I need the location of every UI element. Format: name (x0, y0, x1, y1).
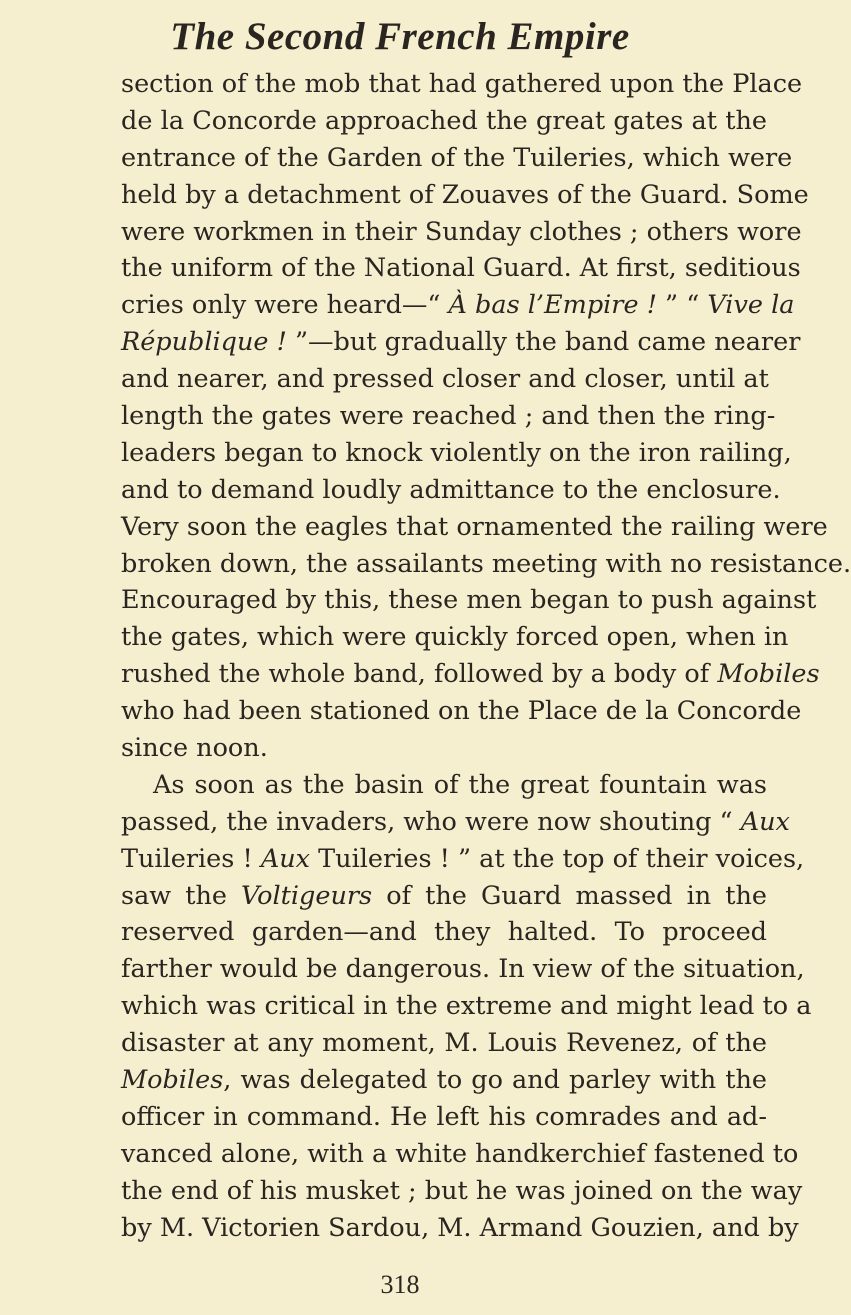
text-line: passed, the invaders, who were now shouting “ Aux (121, 806, 790, 837)
text-line: de la Concorde approached the great gates at the (121, 105, 767, 136)
page-number: 318 (380, 1270, 420, 1299)
text-line: Tuileries ! Aux Tuileries ! ” at the top of their voices, (121, 843, 805, 874)
text-line: reserved garden—and they halted. To proceed (121, 917, 767, 948)
text-line: the uniform of the National Guard. At first, seditious (121, 253, 801, 284)
body-text (121, 66, 851, 1247)
text-line: leaders began to knock violently on the iron railing, (121, 437, 792, 468)
text-line: As soon as the basin of the great fountain was (153, 769, 767, 800)
text-line: farther would be dangerous. In view of the situation, (121, 954, 805, 985)
text-line: saw the Voltigeurs of the Guard massed in the (121, 880, 767, 911)
text-line: and nearer, and pressed closer and closer, until at (121, 364, 769, 395)
text-line: Encouraged by this, these men began to push against (121, 585, 817, 616)
text-line: entrance of the Garden of the Tuileries, which were (121, 142, 793, 173)
text-line: the gates, which were quickly forced open, when in (121, 622, 789, 653)
text-line: by M. Victorien Sardou, M. Armand Gouzien, and by (121, 1212, 799, 1243)
text-line: the end of his musket ; but he was joined on the way (121, 1175, 803, 1206)
text-line: Very soon the eagles that ornamented the railing were (121, 511, 828, 542)
text-line: broken down, the assailants meeting with no resistance. (121, 548, 851, 579)
text-line: section of the mob that had gathered upon the Place (121, 69, 803, 99)
text-line: République ! ”—but gradually the band came nearer (121, 327, 801, 358)
text-line: vanced alone, with a white handkerchief fastened to (121, 1138, 799, 1169)
text-line: officer in command. He left his comrades and ad- (121, 1101, 767, 1132)
text-line: length the gates were reached ; and then the ring- (121, 401, 776, 432)
text-line: cries only were heard—“ À bas l’Empire ! ” “ Vive la (121, 290, 795, 321)
text-line: disaster at any moment, M. Louis Revenez, of the (121, 1028, 767, 1059)
text-line: Mobiles, was delegated to go and parley with the (121, 1065, 767, 1096)
text-line: which was critical in the extreme and might lead to a (121, 991, 812, 1022)
text-line: were workmen in their Sunday clothes ; others wore (121, 216, 802, 247)
text-line: held by a detachment of Zouaves of the Guard. Some (121, 179, 809, 210)
text-line: rushed the whole band, followed by a body of Mobiles (121, 659, 820, 690)
text-line: since noon. (121, 733, 268, 764)
text-line: and to demand loudly admittance to the enclosure. (121, 474, 781, 505)
text-line: who had been stationed on the Place de la Concorde (121, 696, 802, 727)
running-head: The Second French Empire (170, 15, 630, 58)
